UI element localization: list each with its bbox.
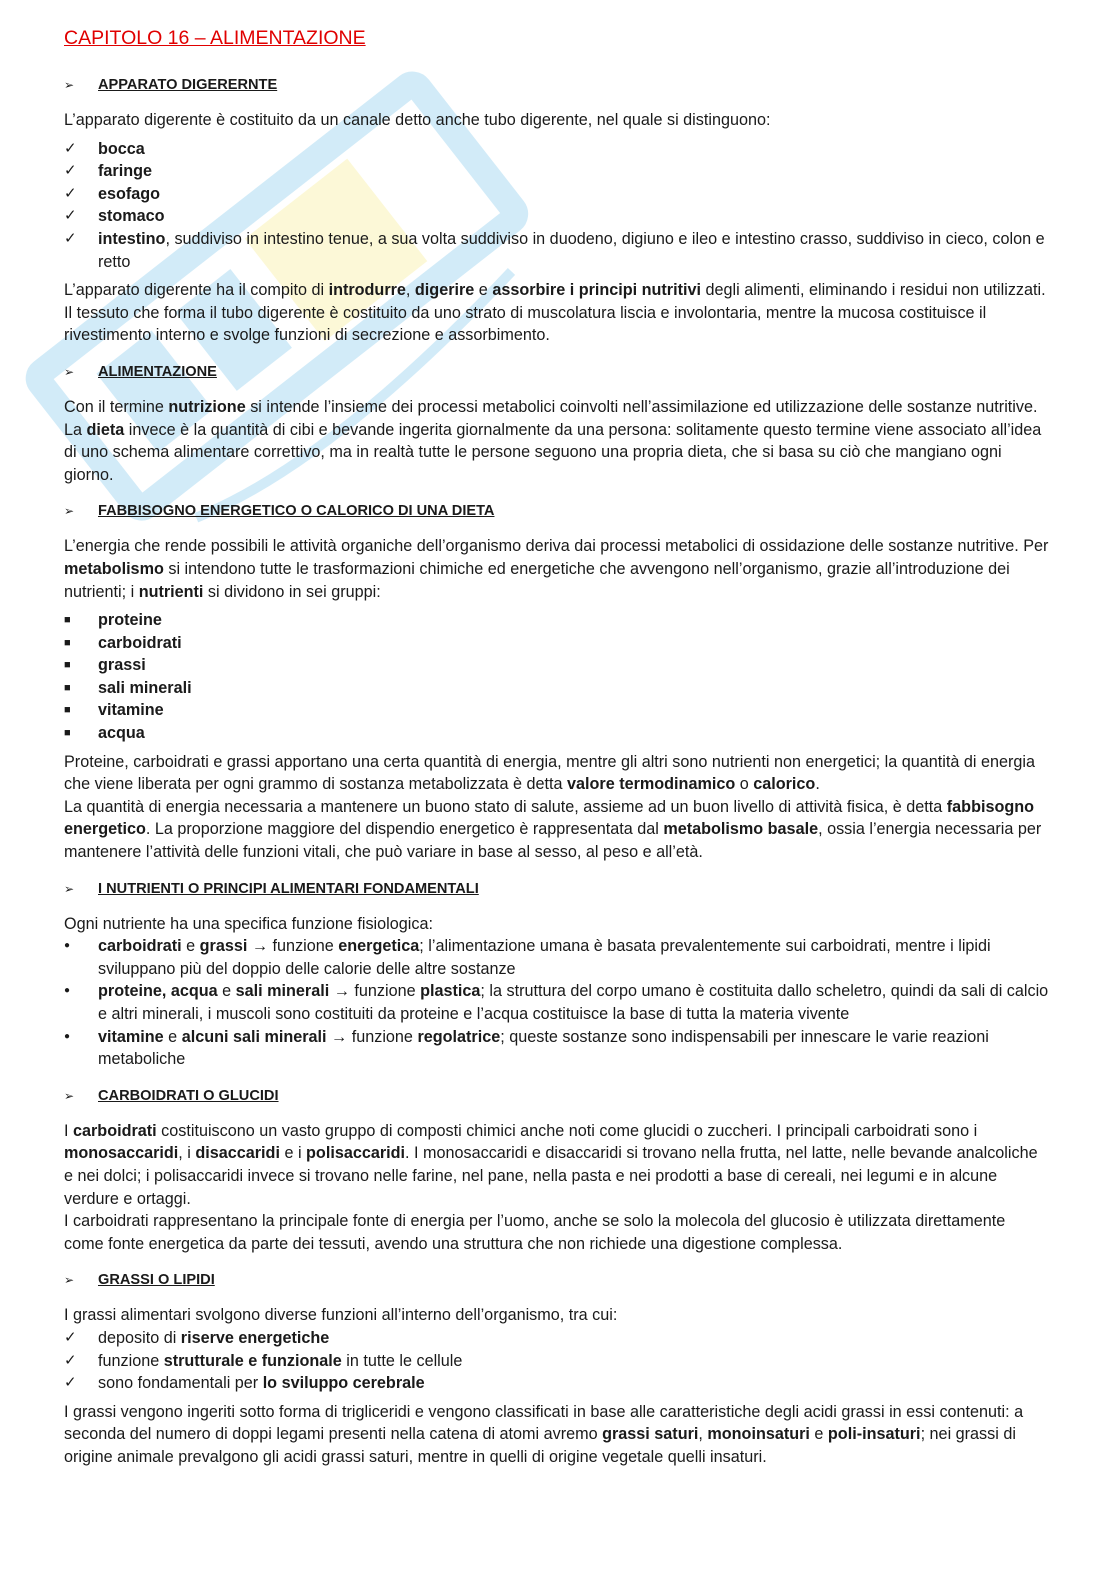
list-item xyxy=(64,935,1049,980)
text-run: costituiscono un vasto gruppo di composti chimici anche noti come glucidi o zuccheri. I principali carboidrati sono i xyxy=(156,1121,978,1140)
section-heading-text: ALIMENTAZIONE xyxy=(98,363,217,380)
bold-text: poli-insaturi xyxy=(827,1425,921,1444)
bold-text: lo sviluppo cerebrale xyxy=(262,1374,425,1393)
paragraph xyxy=(64,751,1049,796)
text-run: e xyxy=(217,982,236,1001)
text-run: Ogni nutriente ha una specifica funzione fisiologica: xyxy=(64,914,433,933)
text-run: e xyxy=(809,1425,828,1444)
text-run: , xyxy=(698,1425,708,1444)
text-run: Proteine, carboidrati e grassi apportano una certa quantità di energia, mentre gli altri sono nutrienti non energetici; la quantità di energia che viene liberata per ogni grammo di sostanza metabolizzata è detta xyxy=(64,752,1035,794)
list-item-text xyxy=(98,1327,1049,1350)
square-marker-icon: ■ xyxy=(64,659,71,672)
arrow-bullet-icon: ➢ xyxy=(64,881,75,896)
bold-text: regolatrice xyxy=(417,1027,501,1046)
bold-text: strutturale e funzionale xyxy=(163,1351,342,1370)
square-marker-icon: ■ xyxy=(64,704,71,717)
bold-text: valore termodinamico xyxy=(567,775,736,794)
check-marker-icon: ✓ xyxy=(64,229,77,247)
text-run: funzione xyxy=(268,937,339,956)
bullet-marker-icon: ● xyxy=(64,940,71,952)
list-item xyxy=(64,1327,1049,1350)
list-item-text xyxy=(98,1026,1049,1071)
bold-text: plastica xyxy=(420,982,481,1001)
bold-text: intestino xyxy=(98,229,166,248)
text-run: e xyxy=(163,1027,182,1046)
text-run: funzione xyxy=(98,1351,164,1370)
arrow-bullet-icon: ➢ xyxy=(64,1273,75,1288)
list-item xyxy=(64,980,1049,1025)
bold-text: fabbisogno energetico xyxy=(64,797,1035,839)
text-run: si intende l’insieme dei processi metabolici coinvolti nell’assimilazione ed utilizzazione delle sostanze nutritive. La xyxy=(64,397,1038,439)
list-item-text xyxy=(98,632,1049,655)
document-page xyxy=(64,24,1049,1483)
section-gap xyxy=(64,1077,1049,1085)
text-run: . La proporzione maggiore del dispendio energetico è rappresentata dal xyxy=(145,820,664,839)
section-heading xyxy=(64,1269,1049,1291)
list-item-text xyxy=(98,654,1049,677)
section-gap xyxy=(64,492,1049,500)
section xyxy=(64,361,1049,500)
check-marker-icon: ✓ xyxy=(64,1374,77,1392)
list-item-text xyxy=(98,160,1049,183)
list-item xyxy=(64,1372,1049,1395)
section xyxy=(64,74,1049,361)
text-run: I xyxy=(64,1121,73,1140)
text-run: L’apparato digerente ha il compito di xyxy=(64,281,329,300)
list-item xyxy=(64,1350,1049,1373)
section-heading-text: GRASSI O LIPIDI xyxy=(98,1272,215,1289)
text-run: Con il termine xyxy=(64,397,169,416)
bold-text: acqua xyxy=(98,724,145,743)
arrow-bullet-icon: ➢ xyxy=(64,504,75,519)
text-run: funzione xyxy=(347,1027,418,1046)
text-run: e xyxy=(474,281,493,300)
bold-text: carboidrati xyxy=(98,633,182,652)
list-item xyxy=(64,609,1049,632)
list-item xyxy=(64,699,1049,722)
bold-text: introdurre xyxy=(328,281,406,300)
list-item xyxy=(64,228,1049,273)
bold-text: riserve energetiche xyxy=(180,1328,330,1347)
check-marker-icon: ✓ xyxy=(64,162,77,180)
paragraph xyxy=(64,109,1049,132)
list-item-text xyxy=(98,677,1049,700)
text-run: , xyxy=(405,281,415,300)
list-item xyxy=(64,677,1049,700)
square-marker-icon: ■ xyxy=(64,681,71,694)
paragraph xyxy=(64,1304,1049,1327)
list-item-text xyxy=(98,935,1049,980)
section-heading-text: CARBOIDRATI O GLUCIDI xyxy=(98,1087,279,1104)
text-run: I grassi vengono ingeriti sotto forma di trigliceridi e vengono classificati in base alle caratteristiche degli acidi grassi in essi contenuti: a seconda del numero di doppi legami presenti nella catena di atomi avremo xyxy=(64,1402,1024,1444)
bold-text: digerire xyxy=(414,281,475,300)
text-run: , suddiviso in intestino tenue, a sua volta suddiviso in duodeno, digiuno e ileo e intestino crasso, suddiviso in cieco, colon e retto xyxy=(98,229,1045,271)
bold-text: metabolismo xyxy=(64,559,164,578)
square-marker-icon: ■ xyxy=(64,727,71,740)
text-run: I carboidrati rappresentano la principale fonte di energia per l’uomo, anche se solo la molecola del glucosio è utilizzata direttamente come fonte energetica da parte dei tessuti, avendo una struttura che non richiede una digestione complessa. xyxy=(64,1212,1006,1253)
bold-text: dieta xyxy=(86,420,125,439)
text-run: ; la struttura del corpo umano è costituita dallo scheletro, quindi da sali di calcio e altri minerali, i muscoli sono costituiti da proteine e l’acqua costituisce la base di tutta la materia vivente xyxy=(98,982,1049,1023)
text-run: I grassi alimentari svolgono diverse funzioni all’interno dell’organismo, tra cui: xyxy=(64,1306,618,1325)
check-marker-icon: ✓ xyxy=(64,1351,77,1369)
text-run: in tutte le cellule xyxy=(341,1351,463,1370)
bold-text: proteine xyxy=(98,611,162,630)
bold-text: nutrienti xyxy=(138,582,204,601)
paragraph xyxy=(64,396,1049,486)
bold-text: carboidrati xyxy=(98,937,182,956)
bold-text: vitamine xyxy=(98,1027,164,1046)
bold-text: esofago xyxy=(98,184,161,203)
text-run: , ossia l’energia necessaria per mantenere l’attività delle funzioni vitali, che può variare in base al sesso, al peso e all’età. xyxy=(64,820,1042,862)
text-run: L’energia che rende possibili le attività organiche dell’organismo deriva dai processi metabolici di ossidazione delle sostanze nutritive. Per xyxy=(64,537,1049,556)
bold-text: nutrizione xyxy=(168,397,246,416)
text-run: e i xyxy=(279,1144,307,1163)
bold-text: grassi → xyxy=(199,937,269,956)
paragraph xyxy=(64,1120,1049,1210)
arrow-bullet-icon: ➢ xyxy=(64,78,75,92)
text-run: L’apparato digerente è costituito da un canale detto anche tubo digerente, nel quale si distinguono: xyxy=(64,111,771,129)
section-gap xyxy=(64,1475,1049,1483)
list-item xyxy=(64,205,1049,228)
paragraph xyxy=(64,796,1049,864)
paragraph xyxy=(64,535,1049,603)
text-run: ; l’alimentazione umana è basata prevalentemente sui carboidrati, mentre i lipidi sviluppano più del doppio delle calorie delle altre sostanze xyxy=(98,937,991,978)
list-item-text xyxy=(98,980,1049,1025)
list-item-text xyxy=(98,1372,1049,1395)
paragraph xyxy=(64,913,1049,936)
text-run: deposito di xyxy=(98,1328,181,1347)
bold-text: metabolismo basale xyxy=(663,820,819,839)
bold-text: bocca xyxy=(98,139,145,158)
bold-text: vitamine xyxy=(98,701,164,720)
section-gap xyxy=(64,870,1049,878)
list-item xyxy=(64,722,1049,745)
text-run: o xyxy=(735,775,754,794)
text-run: si intendono tutte le trasformazioni chimiche ed energetiche che avvengono nell’organismo, grazie all’introduzione dei nutrienti; i xyxy=(64,559,1010,601)
list-item-text xyxy=(98,205,1049,228)
list-item xyxy=(64,160,1049,183)
text-run: funzione xyxy=(349,982,421,1001)
section-gap xyxy=(64,1261,1049,1269)
bullet-list xyxy=(64,1327,1049,1395)
bold-text: energetica xyxy=(338,937,420,956)
section xyxy=(64,1269,1049,1482)
section-heading-text: APPARATO DIGERERNTE xyxy=(98,77,278,93)
section xyxy=(64,878,1049,1085)
bold-text: sali minerali xyxy=(98,678,192,697)
check-marker-icon: ✓ xyxy=(64,184,77,202)
section-heading xyxy=(64,1085,1049,1107)
bullet-list xyxy=(64,138,1049,274)
list-item-text xyxy=(98,609,1049,632)
section-heading xyxy=(64,361,1049,383)
bullet-marker-icon: ● xyxy=(64,985,71,997)
bold-text: grassi xyxy=(98,656,146,675)
section-heading xyxy=(64,74,1049,96)
bold-text: calorico xyxy=(753,775,816,794)
list-item-text xyxy=(98,722,1049,745)
list-item xyxy=(64,654,1049,677)
list-item xyxy=(64,138,1049,161)
document-body xyxy=(64,74,1049,1483)
arrow-bullet-icon: ➢ xyxy=(64,364,75,379)
bullet-marker-icon: ● xyxy=(64,1030,71,1042)
bold-text: faringe xyxy=(98,162,152,181)
list-item xyxy=(64,183,1049,206)
bold-text: monosaccaridi xyxy=(64,1144,179,1163)
list-item-text xyxy=(98,138,1049,161)
section xyxy=(64,500,1049,877)
bold-text: polisaccaridi xyxy=(306,1144,406,1163)
text-run: si dividono in sei gruppi: xyxy=(203,582,381,601)
bold-text: carboidrati xyxy=(73,1121,157,1140)
text-run: , i xyxy=(178,1144,196,1163)
bold-text: sali minerali → xyxy=(235,982,350,1001)
bold-text: proteine, acqua xyxy=(98,982,218,1001)
check-marker-icon: ✓ xyxy=(64,1328,77,1346)
text-run: invece è la quantità di cibi e bevande ingerita giornalmente da una persona: solitamente questo termine viene associato all’idea di uno schema alimentare correttivo, ma in realtà tutte le persone seguono una propria dieta, che si basa su ciò che mangiano ogni giorno. xyxy=(64,420,1042,484)
bold-text: stomaco xyxy=(98,207,165,226)
section-gap xyxy=(64,353,1049,361)
square-marker-icon: ■ xyxy=(64,636,71,649)
text-run: . I monosaccaridi e disaccaridi si trovano nella frutta, nel latte, nelle bevande analcoliche e nei dolci; i polisaccaridi invece si trovano nelle farine, nel pane, nella pasta e nei prodotti a base di cereali, nei legumi e in alcune verdure e ortaggi. xyxy=(64,1144,1038,1208)
bullet-list xyxy=(64,935,1049,1071)
text-run: La quantità di energia necessaria a mantenere un buono stato di salute, assieme ad un buon livello di attività fisica, è detta xyxy=(64,797,947,816)
text-run: e xyxy=(181,937,200,956)
section-heading xyxy=(64,500,1049,522)
list-item xyxy=(64,1026,1049,1071)
chapter-title: CAPITOLO 16 – ALIMENTAZIONE xyxy=(64,27,366,49)
section-heading-text: I NUTRIENTI O PRINCIPI ALIMENTARI FONDAMENTALI xyxy=(98,880,479,897)
paragraph xyxy=(64,1401,1049,1469)
bold-text: disaccaridi xyxy=(195,1144,280,1163)
list-item-text xyxy=(98,699,1049,722)
text-run: ; queste sostanze sono indispensabili per innescare le varie reazioni metaboliche xyxy=(98,1027,989,1069)
arrow-bullet-icon: ➢ xyxy=(64,1088,75,1103)
text-run: ; nei grassi di origine animale prevalgono gli acidi grassi saturi, mentre in quelli di origine vegetale quelli insaturi. xyxy=(64,1425,1016,1466)
paragraph xyxy=(64,1210,1049,1255)
section xyxy=(64,1085,1049,1270)
text-run: sono fondamentali per xyxy=(98,1374,263,1393)
square-marker-icon: ■ xyxy=(64,614,71,627)
list-item-text xyxy=(98,183,1049,206)
bold-text: monoinsaturi xyxy=(707,1425,810,1444)
check-marker-icon: ✓ xyxy=(64,139,77,157)
list-item-text xyxy=(98,228,1049,273)
bold-text: assorbire i principi nutritivi xyxy=(492,281,701,300)
bullet-list xyxy=(64,609,1049,745)
bold-text: alcuni sali minerali → xyxy=(181,1027,348,1046)
paragraph xyxy=(64,279,1049,347)
text-run: . xyxy=(815,775,820,794)
check-marker-icon: ✓ xyxy=(64,207,77,225)
section-heading xyxy=(64,878,1049,900)
text-run: degli alimenti, eliminando i residui non utilizzati. Il tessuto che forma il tubo digerente è costituito da uno strato di muscolatura liscia e involontaria, mentre la mucosa costituisce il rivestimento interno e svolge funzioni di secrezione e assorbimento. xyxy=(64,281,1046,345)
list-item-text xyxy=(98,1350,1049,1373)
section-heading-text: FABBISOGNO ENERGETICO O CALORICO DI UNA DIETA xyxy=(98,503,495,520)
bold-text: grassi saturi xyxy=(602,1425,699,1444)
list-item xyxy=(64,632,1049,655)
